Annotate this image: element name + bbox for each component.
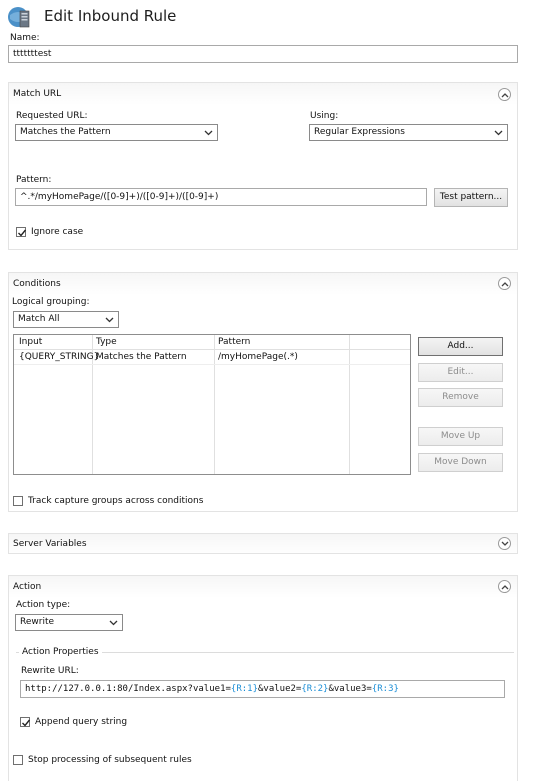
row-input: {QUERY_STRING} xyxy=(19,352,100,362)
track-capture-label: Track capture groups across conditions xyxy=(28,496,204,506)
column-header-type[interactable]: Type xyxy=(96,337,117,347)
back-reference: {R:1} xyxy=(230,684,258,694)
requested-url-select[interactable] xyxy=(15,124,218,141)
chevron-down-icon xyxy=(109,615,118,630)
stop-processing-checkbox[interactable] xyxy=(13,755,23,765)
move-down-button[interactable]: Move Down xyxy=(418,453,503,472)
ignore-case-checkbox[interactable] xyxy=(16,227,26,237)
pattern-input[interactable]: ^.*/myHomePage/([0-9]+)/([0-9]+)/([0-9]+) xyxy=(15,188,427,206)
using-value: Regular Expressions xyxy=(314,127,405,137)
edit-button[interactable]: Edit... xyxy=(418,363,503,382)
pattern-label: Pattern: xyxy=(16,175,52,185)
collapse-up-icon[interactable] xyxy=(498,88,511,101)
track-capture-checkbox[interactable] xyxy=(13,496,23,506)
append-query-checkbox[interactable] xyxy=(20,717,30,727)
using-label: Using: xyxy=(310,111,339,121)
rewrite-url-label: Rewrite URL: xyxy=(21,666,79,676)
logical-grouping-select[interactable] xyxy=(13,311,119,328)
chevron-down-icon xyxy=(204,125,213,140)
rewrite-url-part: &value3= xyxy=(328,684,372,694)
action-properties-legend: Action Properties xyxy=(19,647,102,657)
conditions-table[interactable] xyxy=(13,334,411,475)
table-header xyxy=(14,335,410,350)
using-select[interactable] xyxy=(309,124,508,141)
chevron-down-icon xyxy=(105,312,114,327)
collapse-up-icon[interactable] xyxy=(498,277,511,290)
name-input[interactable]: tttttttest xyxy=(8,45,518,63)
remove-button[interactable]: Remove xyxy=(418,388,503,407)
rewrite-url-part: &value2= xyxy=(258,684,302,694)
action-type-select[interactable] xyxy=(15,614,123,631)
name-label: Name: xyxy=(10,33,40,43)
column-header-input[interactable]: Input xyxy=(19,337,43,347)
row-type: Matches the Pattern xyxy=(96,352,187,362)
collapse-up-icon[interactable] xyxy=(498,580,511,593)
stop-processing-label: Stop processing of subsequent rules xyxy=(28,755,192,765)
logical-grouping-value: Match All xyxy=(18,314,60,324)
column-header-pattern[interactable]: Pattern xyxy=(218,337,251,347)
server-variables-panel[interactable] xyxy=(8,533,518,554)
server-icon xyxy=(6,5,32,29)
logical-grouping-label: Logical grouping: xyxy=(12,297,90,307)
back-reference: {R:3} xyxy=(371,684,399,694)
row-pattern: /myHomePage(.*) xyxy=(218,352,298,362)
conditions-title: Conditions xyxy=(13,279,61,289)
append-query-label: Append query string xyxy=(35,717,128,727)
move-up-button[interactable]: Move Up xyxy=(418,427,503,446)
server-variables-title: Server Variables xyxy=(13,539,87,549)
match-url-title: Match URL xyxy=(13,89,62,99)
rewrite-url-main[interactable] xyxy=(20,680,505,698)
expand-down-icon[interactable] xyxy=(498,537,511,550)
match-url-panel xyxy=(8,82,518,250)
back-reference: {R:2} xyxy=(301,684,329,694)
action-type-value: Rewrite xyxy=(20,617,55,627)
action-type-label: Action type: xyxy=(16,600,71,610)
chevron-down-icon xyxy=(494,125,503,140)
requested-url-value: Matches the Pattern xyxy=(20,127,111,137)
add-button[interactable]: Add... xyxy=(418,337,503,356)
ignore-case-label: Ignore case xyxy=(31,227,84,237)
requested-url-label: Requested URL: xyxy=(16,111,88,121)
test-pattern-button[interactable]: Test pattern... xyxy=(434,188,508,207)
rewrite-url-part: http://127.0.0.1:80/Index.aspx?value1= xyxy=(25,684,231,694)
action-title: Action xyxy=(13,582,42,592)
page-title: Edit Inbound Rule xyxy=(44,7,177,25)
table-row[interactable] xyxy=(14,350,410,365)
